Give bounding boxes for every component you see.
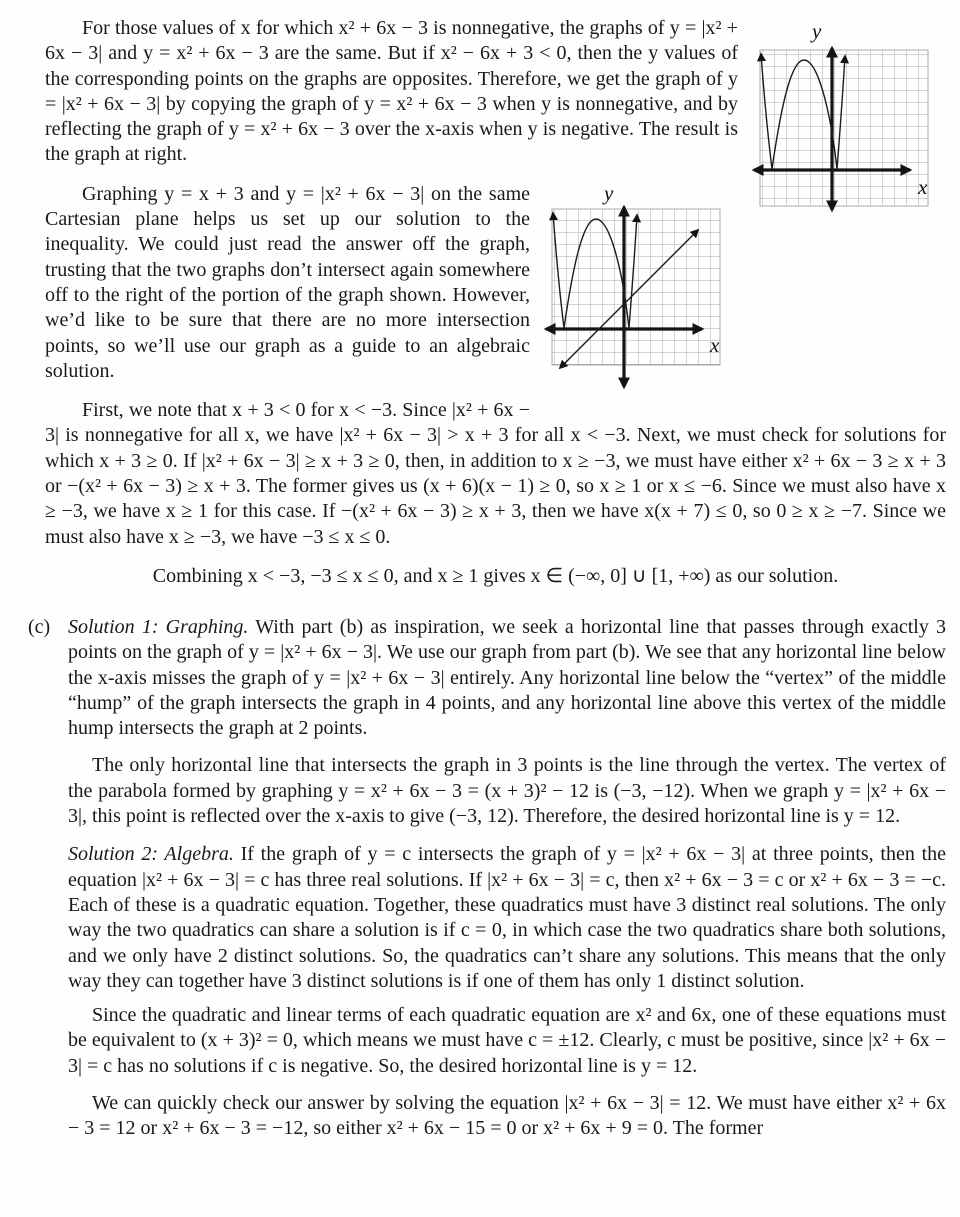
solution2-body: If the graph of y = c intersects the graph of y = |x² + 6x − 3| at three points, then the equation |x² + 6x − 3| = c has three real solutions. If |x² + 6x − 3| = c, then x² + 6x − 3 = c or x² + 6x − 3 = −c. Each of these is a quadratic equation. Together, these quadratics must have 3 distinct real solutions. The only way the two quadratics can share a solution is if c = 0, in which case the two quadratics share both solutions, and we only have 2 distinct solutions. So, the quadratics can’t share any solutions. This means that the only way they can together have 3 distinct solutions is if one of them has only 1 distinct solution. bbox=[68, 843, 946, 992]
graph1-svg bbox=[750, 6, 946, 220]
x-axis-label: x bbox=[918, 175, 928, 199]
graph2-svg bbox=[542, 184, 738, 396]
solution2-paragraph3: We can quickly check our answer by solving the equation |x² + 6x − 3| = 12. We must have either x² + 6x − 3 = 12 or x² + 6x − 3 = −12, so either x² + 6x − 15 = 0 or x² + 6x + 9 = 0. The former bbox=[68, 1091, 946, 1140]
paragraph-reflection-explanation: For those values of x for which x² + 6x − 3 is nonnegative, the graphs of y = |x² + 6x − 3| and y = x² + 6x − 3 are the same. But if x² − 6x + 3 < 0, then the y values of the corresponding points on the graphs are opposites. Therefore, we get the graph of y = |x² + 6x − 3| by copying the graph of y = x² + 6x − 3 when y is nonnegative, and by reflecting the graph of y = x² + 6x − 3 over the x-axis when y is negative. The result is the graph at right. bbox=[45, 17, 738, 166]
solution1-paragraph bbox=[68, 615, 946, 741]
figure-abs-parabola-with-line bbox=[542, 184, 738, 396]
solution2-lead: Solution 2: Algebra. bbox=[68, 843, 234, 866]
solution1-body: With part (b) as inspiration, we seek a horizontal line that passes through exactly 3 points on the graph of y = |x² + 6x − 3|. We use our graph from part (b). We see that any horizontal line below the x-axis misses the graph of y = |x² + 6x − 3| entirely. Any horizontal line below the “vertex” of the middle “hump” of the graph intersects the graph in 4 points, and any horizontal line above this vertex of the middle hump intersects the graph at 2 points. bbox=[68, 615, 946, 740]
solution1-lead: Solution 1: Graphing. bbox=[68, 615, 249, 638]
paragraph-algebraic-cases: First, we note that x + 3 < 0 for x < −3. Since |x² + 6x − 3| is nonnegative for all x, we have |x² + 6x − 3| > x + 3 for all x < −3. Next, we must check for solutions for which x + 3 ≥ 0. If |x² + 6x − 3| ≥ x + 3 ≥ 0, then, in addition to x ≥ −3, we must have either x² + 6x − 3 ≥ x + 3 or −(x² + 6x − 3) ≥ x + 3. The former gives us (x + 6)(x − 1) ≥ 0, so x ≥ 1 or x ≤ −6. Since we must also have x ≥ −3, we have x ≥ 1 for this case. If −(x² + 6x − 3) ≥ x + 3, then we have x(x + 7) ≤ 0, so 0 ≥ x ≥ −7. Since we must also have x ≥ −3, we have −3 ≤ x ≤ 0. bbox=[45, 399, 946, 548]
x-axis-label: x bbox=[710, 332, 720, 357]
combining-solution-line: Combining x < −3, −3 ≤ x ≤ 0, and x ≥ 1 gives x ∈ (−∞, 0] ∪ [1, +∞) as our solution. bbox=[152, 564, 839, 587]
solution2-paragraph2: Since the quadratic and linear terms of each quadratic equation are x² and 6x, one of these equations must be equivalent to (x + 3)² = 0, which means we must have c = ±12. Clearly, c must be positive, since |x² + 6x − 3| = c has no solutions if c is negative. So, the desired horizontal line is y = 12. bbox=[68, 1004, 946, 1077]
paragraph-graphing-setup: Graphing y = x + 3 and y = |x² + 6x − 3| on the same Cartesian plane helps us set up our solution to the inequality. We could just read the answer off the graph, trusting that the two graphs don’t intersect again somewhere off to the right of the portion of the graph shown. However, we’d like to be sure that there are no more intersection points, so we’ll use our graph as a guide to an algebraic solution. bbox=[45, 182, 530, 382]
part-c-section bbox=[28, 615, 946, 1142]
figure-abs-parabola bbox=[750, 6, 946, 220]
y-axis-label: y bbox=[812, 19, 822, 43]
part-c-label: (c) bbox=[28, 615, 51, 638]
part-b-section bbox=[45, 16, 946, 589]
y-axis-label: y bbox=[604, 183, 614, 205]
solution1-paragraph2: The only horizontal line that intersects the graph in 3 points is the line through the vertex. The vertex of the parabola formed by graphing y = x² + 6x − 3 = (x + 3)² − 12 is (−3, −12). When we graph y = |x² + 6x − 3|, this point is reflected over the x-axis to give (−3, 12). Therefore, the desired horizontal line is y = 12. bbox=[68, 754, 946, 828]
solution2-paragraph bbox=[68, 842, 946, 994]
